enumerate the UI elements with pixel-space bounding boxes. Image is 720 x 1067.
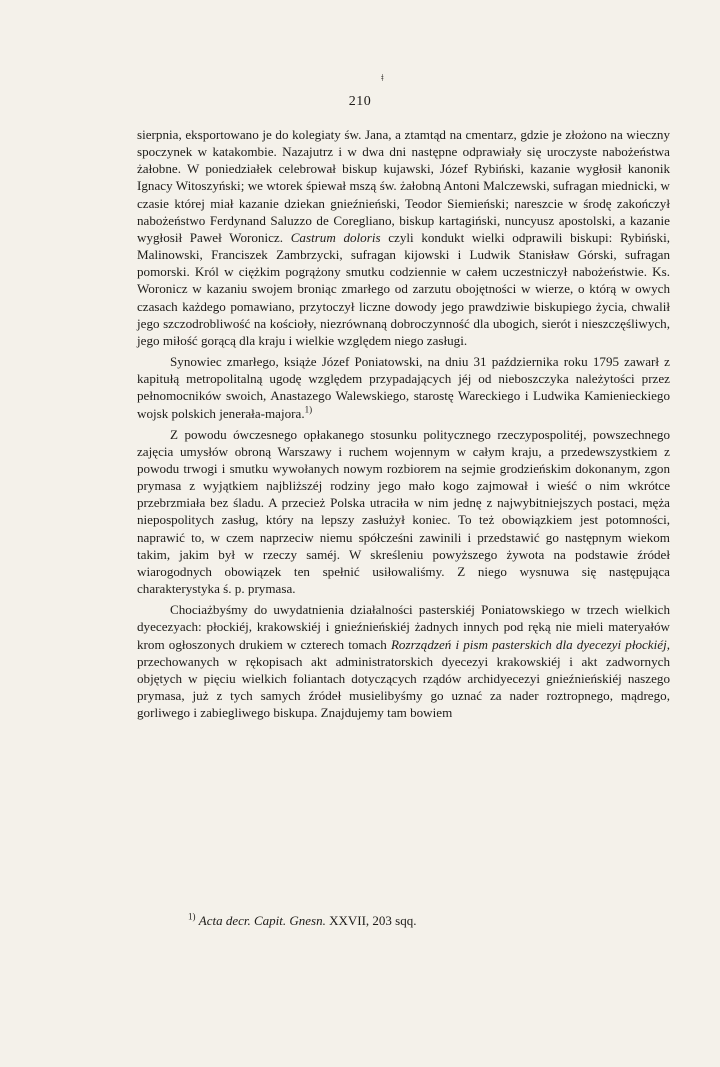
footnote-text: XXVII, 203 sqq. bbox=[329, 913, 417, 928]
paragraph-4-text-after: przechowanych w rękopisach akt administratorskich dyecezyi krakowskiéj i akt zadwornych objętych w pięciu wielkich foliantach dotyczących rządów archidyecezyi gnieźnieńskiéj naszego prymasa, już z tych samych źródeł musielibyśmy go uznać za nader roztropnego, mądrego, gorliwego i zabiegliwego biskupa. Znajdujemy tam bowiem bbox=[137, 653, 670, 721]
paragraph-4-text: Chociażbyśmy do uwydatnienia działalności pasterskiéj Poniatowskiego w trzech wielkich dyecezyach: płockiéj, krakowskiéj i gnieźnieńskiéj żadnych innych pod ręką nie mieli materyałów krom ogłoszonych drukiem w czterech tomach bbox=[137, 602, 670, 652]
paragraph-1 bbox=[137, 126, 670, 349]
page-mark: ǂ bbox=[381, 73, 384, 84]
paragraph-4 bbox=[137, 601, 670, 721]
paragraph-1-italic: Castrum doloris bbox=[290, 229, 381, 245]
paragraph-4-italic: Rozrządzeń i pism pasterskich dla dyecezyi płockiéj, bbox=[390, 636, 670, 652]
page-number: 210 bbox=[348, 94, 372, 109]
paragraph-1-text-after: czyli kondukt wielki odprawili biskupi: Rybiński, Malinowski, Franciszek Zambrzycki, sufragan kijowski i Ludwik Stanisław Górski, sufragan pomorski. Król w ciężkim pogrążony smutku codziennie w całem uczestniczył nabożeństwie. Ks. Woronicz w kazaniu swojem broniąc zmarłego od zarzutu obojętności w wierze, o którą w owych czasach każdego pomawiano, przytoczył liczne dowody jego prawdziwie biskupiego życia, chwalił jego szczodrobliwość na kościoły, niezrównaną dobroczynność dla ubogich, sierót i nieszczęśliwych, jego miłość gorącą dla kraju i wielkie względem niego zasługi. bbox=[137, 229, 670, 348]
paragraph-3 bbox=[137, 426, 670, 598]
footnote-reference: 1) bbox=[304, 404, 313, 415]
paragraph-1-text: sierpnia, eksportowano je do kolegiaty św. Jana, a ztamtąd na cmentarz, gdzie je złożono na wieczny spoczynek w katakombie. Nazajutrz i w dwa dni następne odprawiały się uroczyste nabożeństwa żałobne. W poniedziałek celebrował biskup kujawski, Józef Rybiński, kazanie wygłosił kanonik Ignacy Witoszyński; we wtorek śpiewał mszą św. żałobną Antoni Malczewski, sufragan miednicki, w czasie której miał kazanie dziekan gnieźnieński, Teodor Siemieński; nareszcie w środę zakończył nabożeństwo Ferdynand Saluzzo de Coregliano, biskup kartagiński, nuncyusz apostolski, a kazanie wygłosił Paweł Woronicz. bbox=[137, 127, 670, 245]
footnote-marker: 1) bbox=[188, 911, 196, 922]
main-text bbox=[137, 126, 670, 721]
paragraph-3-text: Z powodu ówczesnego opłakanego stosunku politycznego rzeczypospolitéj, powszechnego zajęcia umysłów obroną Warszawy i ruchem wojennym w całym kraju, a przedewszystkiem z powodu trwogi i smutku wywołanych nowym rozbiorem na sejmie grodzieńskim dokonanym, zgon prymasa z wyjątkiem najbliższéj rodziny jego mało kogo zajmował i wieść o nim wkrótce przebrzmiała bez śladu. A przecież Polska utraciła w nim jednę z najwybitniejszych postaci, męża niepospolitych zasług, który na lepszy zasłużył koniec. To też obowiązkiem jest potomności, naprawić to, w czem naprzeciw niemu spółcześni zawinili i przedstawić go następnym wiekom takim, jakim był w rzeczy saméj. W skreśleniu powyższego żywota na podstawie źródeł wiarogodnych obowiązek ten spełnić usiłowaliśmy. Z niego wysnuwa się następująca charakterystyka ś. p. prymasa. bbox=[137, 426, 670, 597]
paragraph-2 bbox=[137, 353, 670, 422]
footnote-italic: Acta decr. Capit. Gnesn. bbox=[198, 913, 326, 928]
paragraph-2-text: Synowiec zmarłego, książe Józef Poniatowski, na dniu 31 października roku 1795 zawarł z kapitułą metropolitalną ugodę względem przypadających jéj od nieboszczyka należytości przez pełnomocników swoich, Anastazego Walewskiego, starostę Wareckiego i Ludwika Kamienieckiego wojsk polskich jenerała-majora. bbox=[137, 354, 670, 421]
footnote bbox=[188, 912, 658, 929]
